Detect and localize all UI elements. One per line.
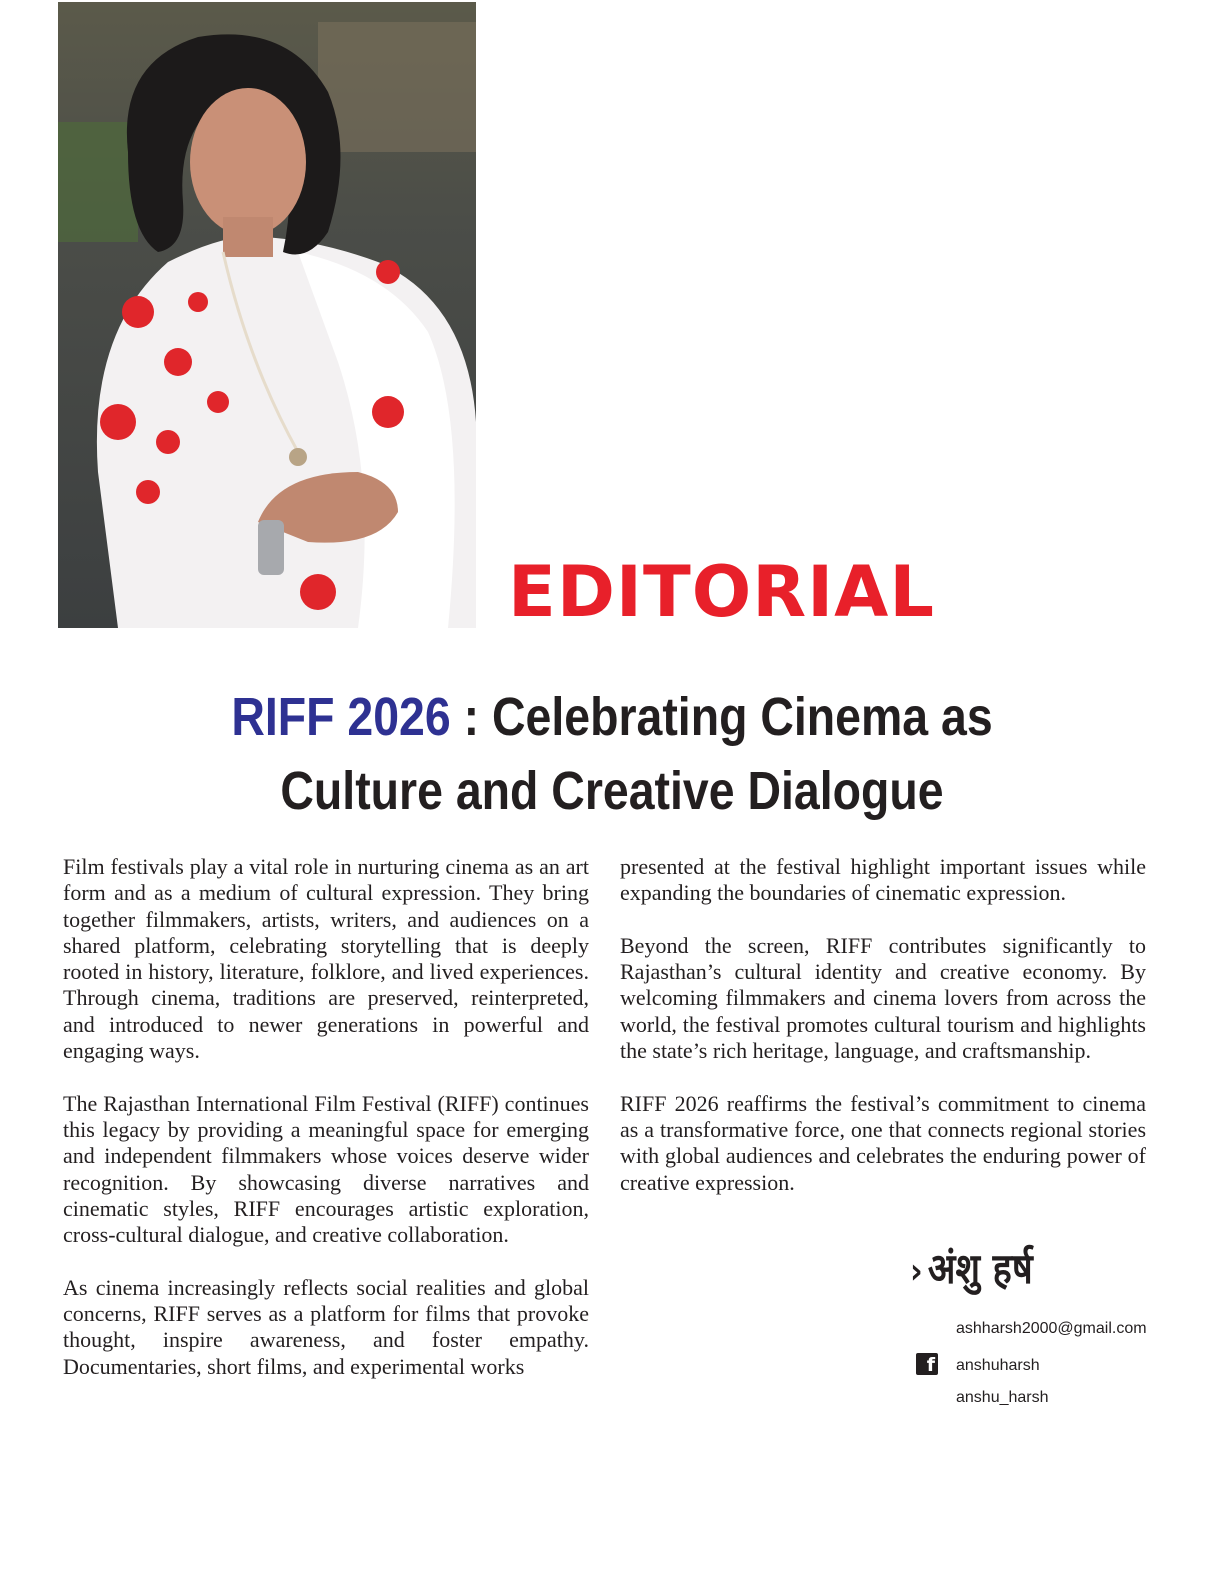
- chevron-right-icon: ›: [910, 1251, 923, 1292]
- facebook-icon: f: [916, 1353, 938, 1375]
- article-paragraph: Beyond the screen, RIFF contributes significantly to Rajasthan’s cultural identity and creative economy. By welcoming filmmakers and cinema lovers from across the world, the festival promotes cultural tourism and highlights the state’s rich heritage, language, and craftsmanship.: [620, 932, 1146, 1064]
- headline-accent: RIFF 2026: [231, 687, 451, 747]
- facebook-handle[interactable]: anshuharsh: [956, 1357, 1040, 1374]
- article-paragraph: The Rajasthan International Film Festival (RIFF) continues this legacy by providing a meaningful space for emerging and independent filmmakers whose voices deserve wider recognition. By showcasing diverse narratives and cinematic styles, RIFF encourages artistic exploration, cross-cultural dialogue, and creative collaboration.: [63, 1090, 589, 1248]
- article-paragraph: Film festivals play a vital role in nurturing cinema as an art form and as a medium of cultural expression. They bring together filmmakers, artists, writers, and audiences on a shared platform, celebrating storytelling that is deeply rooted in history, literature, folklore, and lived experiences. Through cinema, traditions are preserved, reinterpreted, and introduced to newer generations in powerful and engaging ways.: [63, 854, 589, 1064]
- instagram-handle[interactable]: anshu_harsh: [956, 1389, 1049, 1406]
- article-column-left: [63, 854, 589, 1406]
- article-paragraph: presented at the festival highlight important issues while expanding the boundaries of cinematic expression.: [620, 854, 1146, 906]
- headline-line-1: [86, 680, 1139, 754]
- author-name: अंशु हर्ष: [927, 1244, 1033, 1293]
- section-label-editorial: EDITORIAL: [508, 551, 935, 633]
- author-portrait-photo: [58, 2, 476, 628]
- author-email[interactable]: ashharsh2000@gmail.com: [956, 1320, 1147, 1337]
- headline-line-2: Culture and Creative Dialogue: [280, 761, 944, 821]
- author-signature: [910, 1238, 1033, 1303]
- headline-rest: : Celebrating Cinema as: [450, 687, 993, 747]
- article-paragraph: As cinema increasingly reflects social realities and global concerns, RIFF serves as a platform for films that provoke thought, inspire awareness, and foster empathy. Documentaries, short films, and experimental works: [63, 1274, 589, 1379]
- article-headline: [86, 680, 1139, 828]
- article-paragraph: RIFF 2026 reaffirms the festival’s commitment to cinema as a transformative force, one that connects regional stories with global audiences and celebrates the enduring power of creative expression.: [620, 1090, 1146, 1195]
- article-column-right: [620, 854, 1146, 1222]
